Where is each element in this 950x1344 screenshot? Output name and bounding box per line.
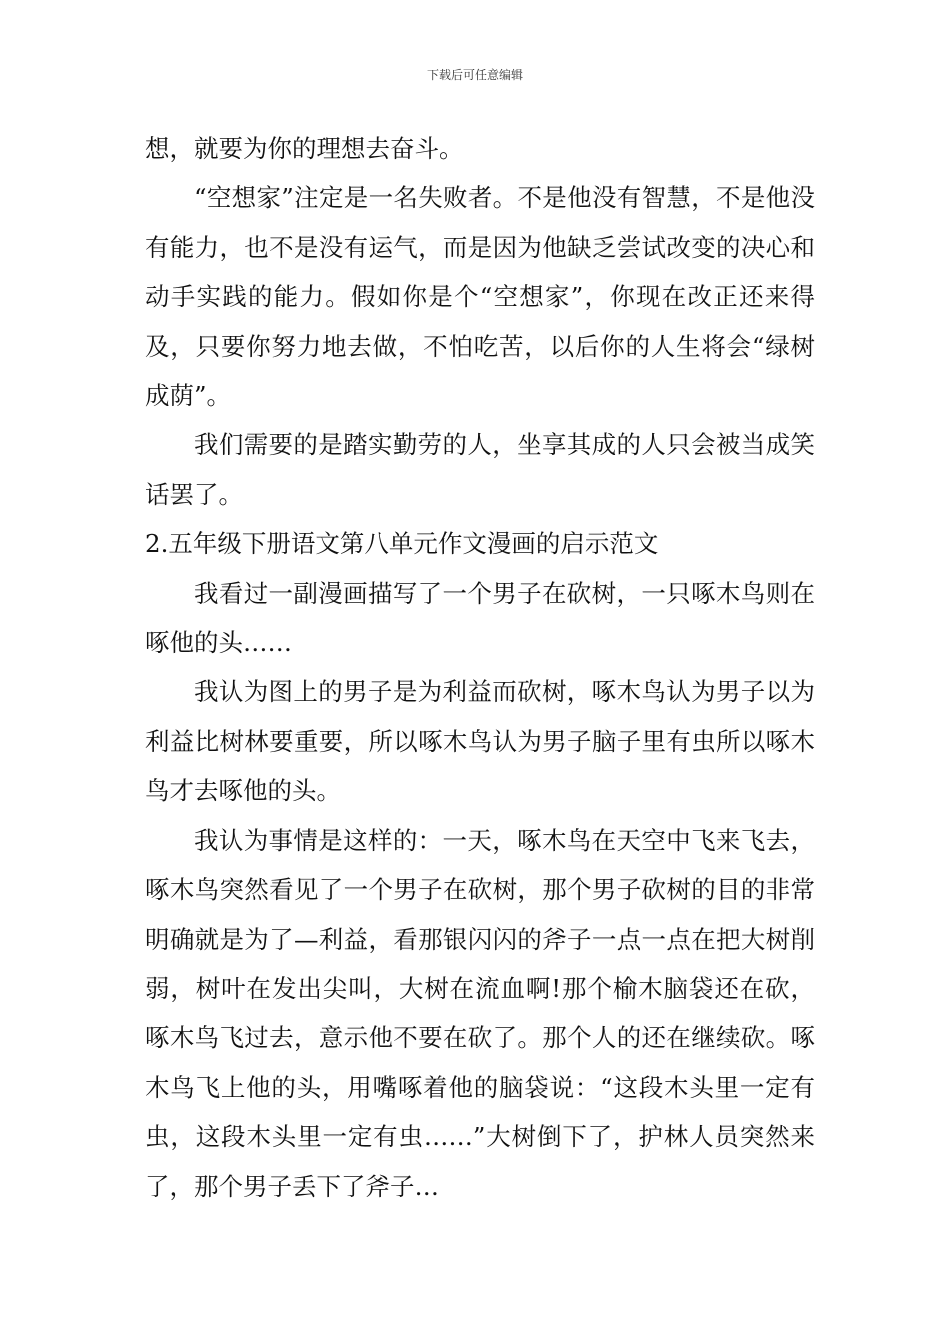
page-header: 下载后可任意编辑: [426, 68, 523, 82]
body-paragraph: 我们需要的是踏实勤劳的人，坐享其成的人只会被当成笑话罢了。: [145, 430, 815, 509]
document-body: [145, 124, 815, 1211]
body-paragraph: 我看过一副漫画描写了一个男子在砍树，一只啄木鸟则在啄他的头……: [145, 578, 815, 658]
section-heading: 2.五年级下册语文第八单元作文漫画的启示范文: [145, 529, 659, 559]
body-paragraph: 我认为图上的男子是为利益而砍树，啄木鸟认为男子以为利益比树林要重要，所以啄木鸟认为男子脑子里有虫所以啄木鸟才去啄他的头。: [145, 677, 815, 806]
continuation-paragraph: 想，就要为你的理想去奋斗。: [145, 134, 464, 163]
body-paragraph: 我认为事情是这样的：一天，啄木鸟在天空中飞来飞去，啄木鸟突然看见了一个男子在砍树，那个男子砍树的目的非常明确就是为了—利益，看那银闪闪的斧子一点一点在把大树削弱，树叶在发出尖叫，大树在流血啊!那个榆木脑袋还在砍，啄木鸟飞过去，意示他不要在砍了。那个人的还在继续砍。啄木鸟飞上他的头，用嘴啄着他的脑袋说：“这段木头里一定有虫，这段木头里一定有虫……”大树倒下了，护林人员突然来了，那个男子丢下了斧子…: [145, 825, 815, 1201]
body-paragraph: “空想家”注定是一名失败者。不是他没有智慧，不是他没有能力，也不是没有运气，而是因为他缺乏尝试改变的决心和动手实践的能力。假如你是个“空想家”，你现在改正还来得及，只要你努力地去做，不怕吃苦，以后你的人生将会“绿树成荫”。: [145, 183, 815, 411]
